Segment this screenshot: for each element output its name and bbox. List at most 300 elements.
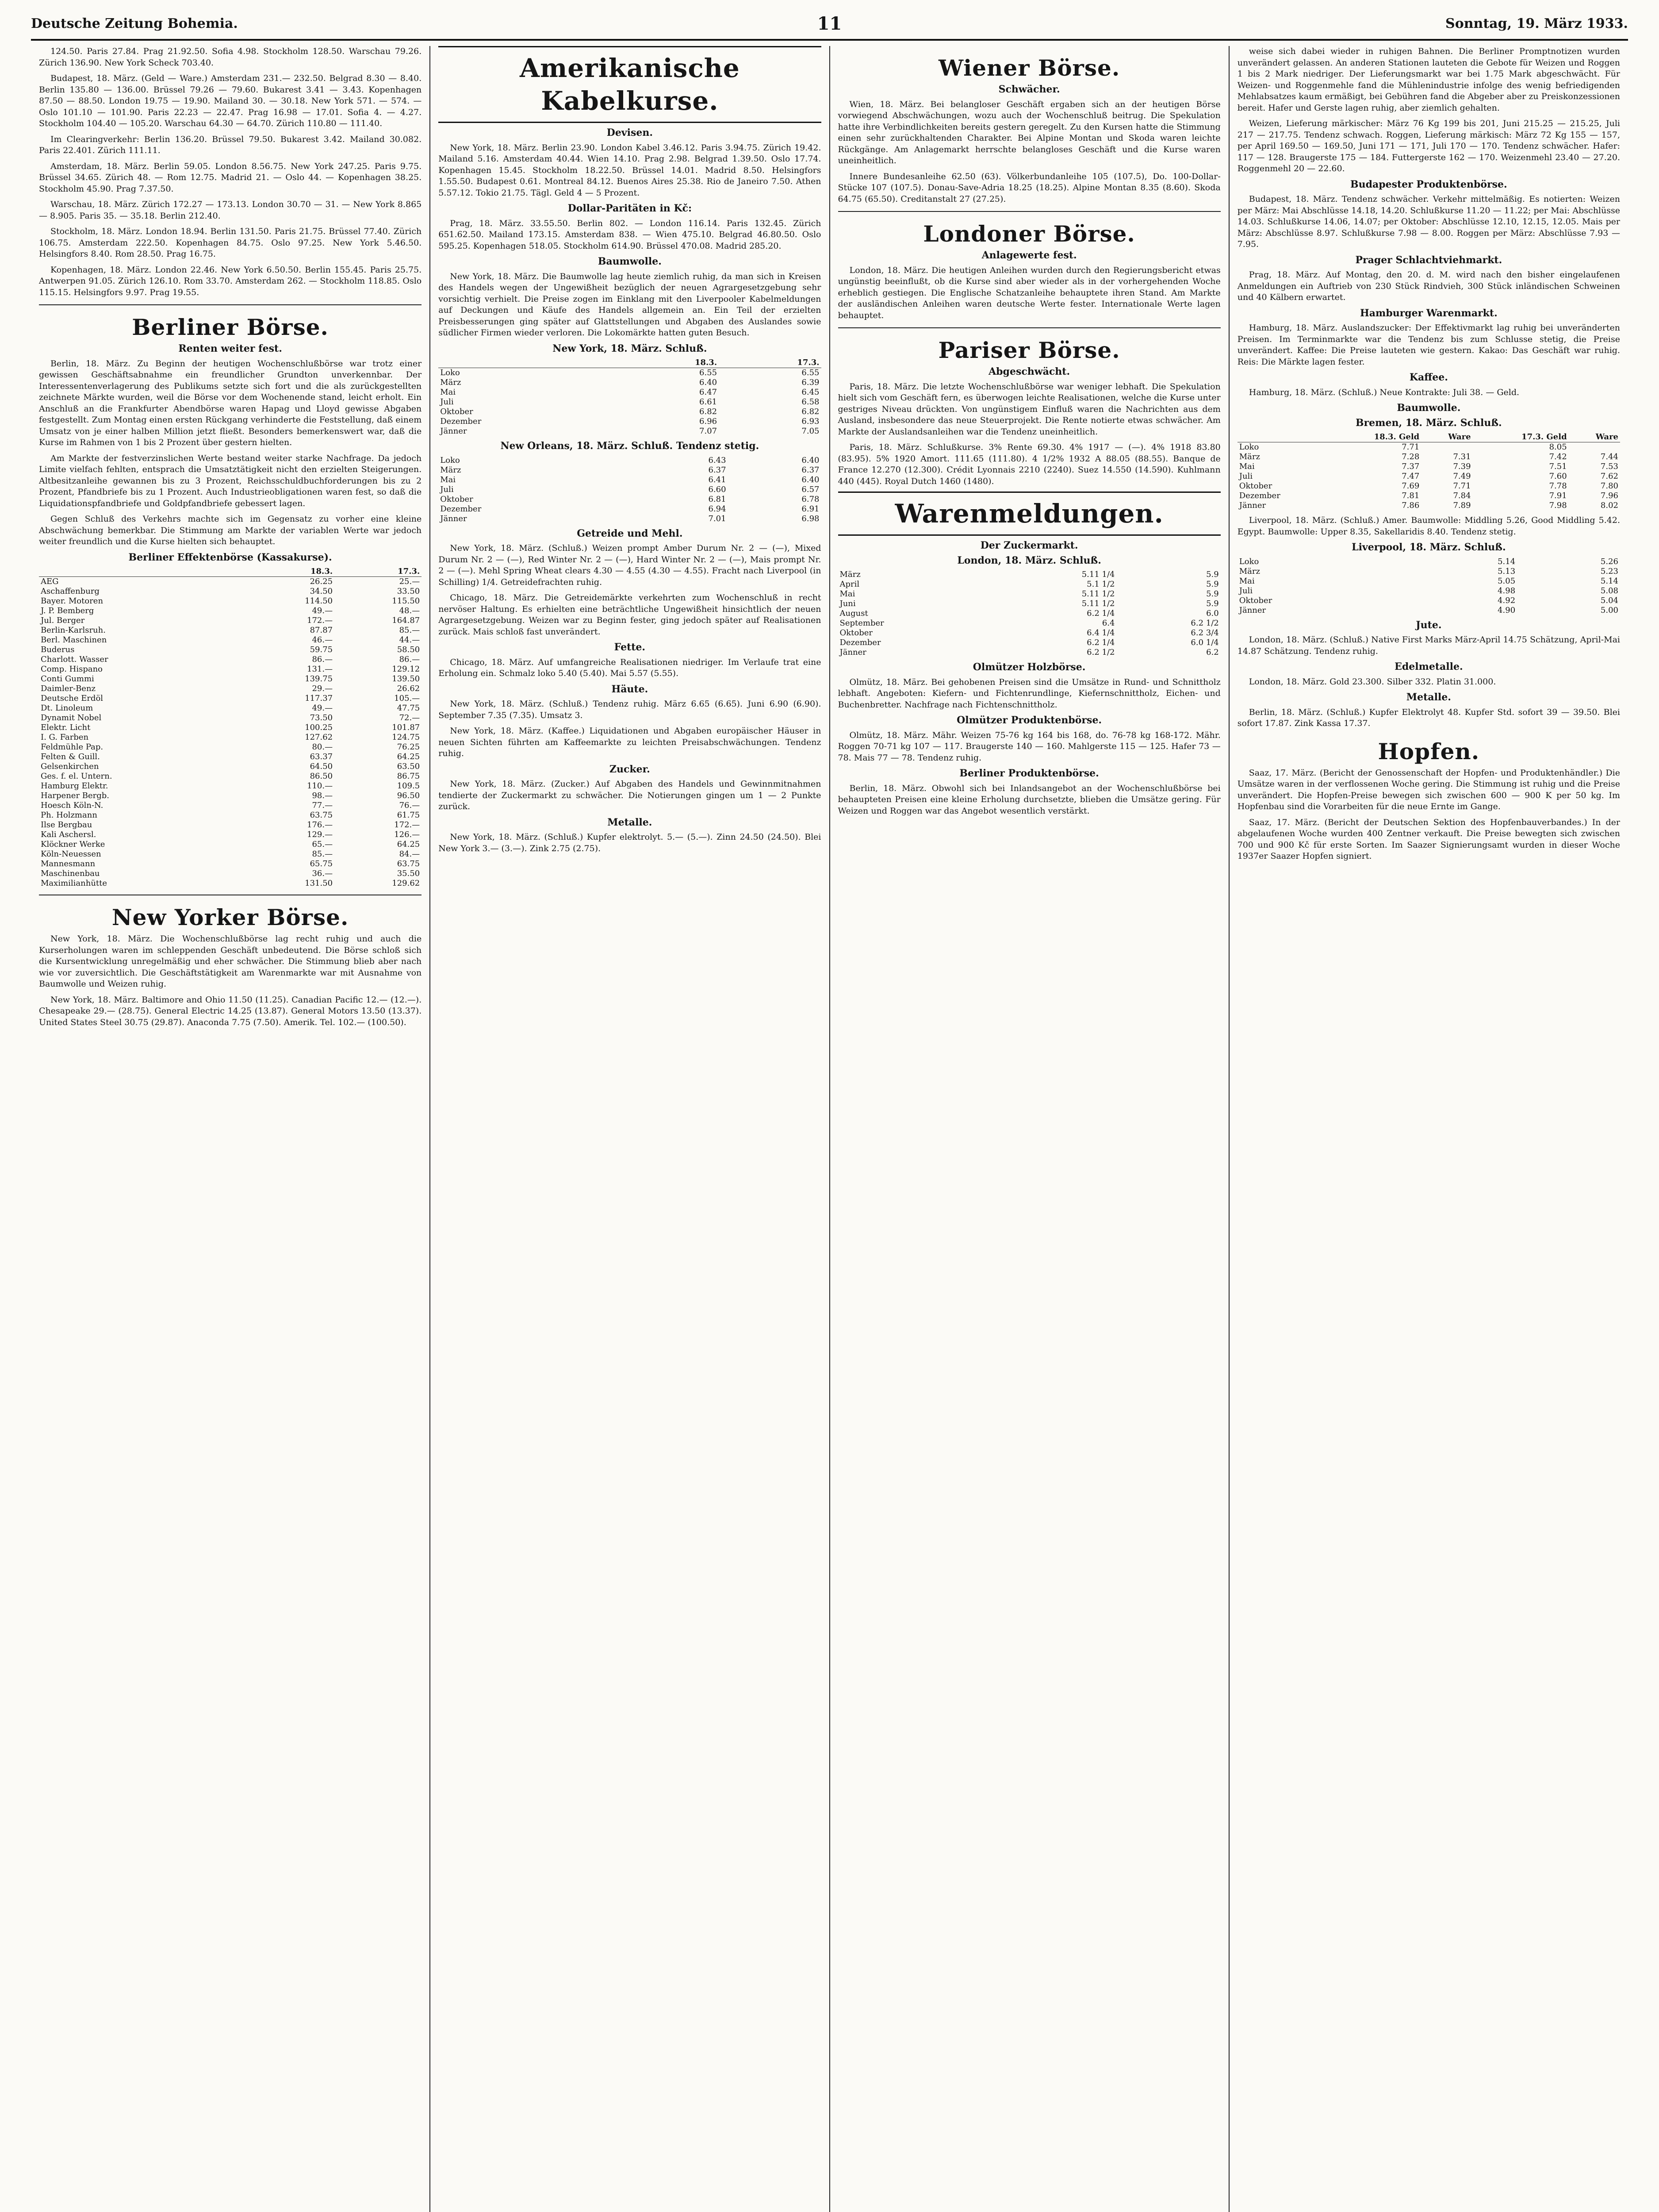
table-cell: Buderus	[41, 645, 75, 654]
table-cell: Mai	[440, 475, 456, 484]
table-row	[438, 397, 821, 407]
table-cell: 5.11 1/2	[1081, 599, 1115, 608]
table-cell: März	[440, 378, 461, 387]
section-subheading: Renten weiter fest.	[178, 343, 282, 354]
article-paragraph: New York, 18. März. Die Wochenschlußbörse lag recht ruhig und auch die Kurserholungen waren im schleppenden Geschäft unbedeutend. Die Börse schloß sich die Kursentwicklung unregelmäßig und eher schwächer. Die Stimmung blieb aber nach wie vor zuversichtlich. Die Geschäftstätigkeit am Warenmarkte war mit Ausnahme von Baumwolle und Weizen ruhig.	[39, 934, 422, 989]
table-cell: 6.41	[708, 475, 726, 484]
article-paragraph: New York, 18. März. (Schluß.) Tendenz ruhig. März 6.65 (6.65). Juni 6.90 (6.90). September 7.35 (7.35). Umsatz 3.	[438, 699, 821, 720]
table-cell: 7.07	[699, 426, 717, 436]
table-header-cell	[438, 358, 616, 368]
table-cell: 5.14	[1498, 557, 1516, 566]
table-cell: 6.40	[699, 378, 717, 387]
table-row	[39, 655, 421, 664]
table-cell: 86.—	[312, 655, 333, 664]
table-cell: Jänner	[1239, 501, 1266, 510]
table-heading: Liverpool, 18. März. Schluß.	[1352, 541, 1506, 553]
table-row	[1238, 452, 1620, 462]
newspaper-columns	[31, 46, 1628, 2212]
table-row	[39, 577, 421, 587]
table-cell: 5.26	[1600, 557, 1618, 566]
table-cell: Feldmühle Pap.	[41, 742, 103, 752]
table-cell: 86.75	[397, 772, 420, 781]
table-row	[1238, 481, 1620, 491]
table-heading-effektenboerse: Berliner Effektenbörse (Kassakurse).	[128, 551, 332, 563]
table-row	[838, 570, 1221, 580]
table-row	[39, 879, 421, 888]
table-cell: 129.—	[307, 830, 333, 839]
table-cell: 7.28	[1402, 452, 1420, 461]
article-paragraph: Weizen, Lieferung märkischer: März 76 Kg 199 bis 201, Juni 215.25 — 215.25, Juli 217 — 217.75. Tendenz schwach. Roggen, Lieferung märkisch: März 72 Kg 155 — 157, per April 169.50 — 169.50, Juni 171 — 171, Juli 170 — 170. Tendenz schwächer. Hafer: 117 — 128. Braugerste 175 — 184. Futtergerste 162 — 170. Weizenmehl 23.40 — 27.20. Roggenmehl 20 — 22.60.	[1237, 119, 1620, 173]
table-cell: 127.62	[305, 733, 333, 742]
table-cell: 80.—	[312, 742, 333, 752]
section-subheading: Berliner Produktenbörse.	[959, 768, 1099, 779]
table-cell: 26.62	[397, 684, 420, 693]
table-cell: 76.25	[397, 742, 420, 752]
table-cell: 73.50	[310, 713, 333, 722]
section-subheading: Jute.	[1416, 619, 1442, 631]
table-cell: 6.37	[708, 465, 726, 475]
table-cell: 7.53	[1600, 462, 1618, 471]
section-heading-pariser-boerse: Pariser Börse.	[938, 337, 1120, 363]
article-paragraph: Saaz, 17. März. (Bericht der Deutschen Sektion des Hopfenbauverbandes.) In der abgelaufenen Woche wurden 400 Zentner verkauft. Die Preise bewegten sich zwischen 700 und 900 Kč für erste Sorten. Im Saazer Signierungsamt wurden in dieser Woche 1937er Saazer Hopfen signiert.	[1237, 817, 1620, 861]
table-cell: 63.75	[310, 810, 333, 820]
table-cell: Elektr. Licht	[41, 723, 91, 732]
table-cell: 7.37	[1402, 462, 1420, 471]
column-4	[1230, 46, 1628, 2212]
table-cell: 5.9	[1206, 589, 1219, 599]
table-cell: 6.82	[699, 407, 717, 416]
table-cell: Oktober	[1239, 481, 1272, 491]
table-cell: 5.11 1/2	[1081, 589, 1115, 599]
table-cell: 172.—	[307, 616, 333, 625]
table-cell: 7.78	[1549, 481, 1567, 491]
table-cell: 85.—	[399, 626, 420, 635]
article-paragraph: Prag, 18. März. Auf Montag, den 20. d. M. wird nach den bisher eingelaufenen Anmeldungen ein Auftrieb von 230 Stück Rindvieh, 300 Stück inländischen Schweinen und 40 Kälbern erwartet.	[1237, 270, 1620, 302]
table-cell: 72.—	[399, 713, 420, 722]
table-row	[39, 791, 421, 801]
article-paragraph: London, 18. März. (Schluß.) Native First Marks März-April 14.75 Schätzung, April-Mai 14.87 Schätzung. Tendenz ruhig.	[1237, 635, 1620, 656]
table-cell: Jänner	[440, 514, 467, 523]
table-cell: 6.96	[699, 417, 717, 426]
section-subheading: Olmützer Holzbörse.	[973, 661, 1086, 673]
section-subheading: Zucker.	[609, 763, 650, 775]
article-paragraph: weise sich dabei wieder in ruhigen Bahnen. Die Berliner Promptnotizen wurden unverändert gelassen. An anderen Stationen lauteten die Gebote für Weizen und Roggen 1 bis 2 Mark niedriger. Der Lieferungsmarkt war bei 1.75 Mark abgeschwächt. Für Weizen- und Roggenmehle fand die Mühlenindustrie infolge des wenig befriedigenden Mehlabsatzes kaum ermäßigt, bei Gebühren fand die Abgeber aber zu Preiskonzessionen bereit. Hafer und Gerste lagen ruhig, aber ziemlich gehalten.	[1237, 46, 1620, 113]
table-cell: 7.89	[1453, 501, 1471, 510]
table-cell: 131.—	[307, 664, 333, 674]
table-cell: 6.2 1/2	[1191, 618, 1219, 628]
table-row	[438, 378, 821, 388]
table-row	[39, 626, 421, 635]
section-subheading: Dollar-Paritäten in Kč:	[567, 203, 692, 214]
table-header-cell	[39, 567, 247, 577]
table-heading: Bremen, 18. März. Schluß.	[1356, 417, 1502, 429]
table-cell: 59.75	[310, 645, 333, 654]
table-cell: 126.—	[394, 830, 420, 839]
table-header-cell: Ware	[1421, 432, 1472, 442]
currency-report-stockholm: Stockholm, 18. März. London 18.94. Berlin 131.50. Paris 21.75. Brüssel 77.40. Zürich 106.75. Amsterdam 222.50. Kopenhagen 84.75. Oslo 97.25. New York 5.46.50. Helsingfors 8.40. Rom 28.50. Prag 16.75.	[39, 227, 422, 259]
table-cell: 86.50	[310, 772, 333, 781]
table-cell: Mannesmann	[41, 859, 96, 868]
table-header-cell: 17.3.	[334, 567, 421, 577]
table-cell: 5.00	[1600, 605, 1618, 615]
table-cell: 61.75	[397, 810, 420, 820]
table-header-cell: 18.3. Geld	[1325, 432, 1421, 442]
table-cell: 7.71	[1453, 481, 1471, 491]
table-cell: Conti Gummi	[41, 674, 94, 684]
table-cell: Juli	[1239, 586, 1253, 595]
table-cell: Jänner	[1239, 605, 1266, 615]
article-paragraph: London, 18. März. Gold 23.300. Silber 332. Platin 31.000.	[1249, 676, 1496, 687]
table-cell: 86.—	[399, 655, 420, 664]
table-row	[39, 703, 421, 713]
currency-report-budapest: Budapest, 18. März. (Geld — Ware.) Amsterdam 231.— 232.50. Belgrad 8.30 — 8.40. Berlin 135.80 — 136.00. Brüssel 79.26 — 79.60. Bukarest 3.41 — 3.43. Kopenhagen 87.50 — 88.50. London 19.75 — 19.90. Mailand 30. — 30.18. New York 571. — 574. — Oslo 101.10 — 101.90. Paris 22.23 — 22.47. Prag 16.98 — 17.01. Sofia 4. — 4.27. Stockholm 104.40 — 105.20. Warschau 64.30 — 64.70. Zürich 110.80 — 111.40.	[39, 73, 422, 128]
table-cell: 6.4 1/4	[1087, 628, 1115, 637]
currency-report-kopenhagen: Kopenhagen, 18. März. London 22.46. New York 6.50.50. Berlin 155.45. Paris 25.75. Antwerpen 91.05. Zürich 126.10. Rom 33.70. Amsterdam 262. — Stockholm 118.85. Oslo 115.15. Helsingfors 9.97. Prag 19.55.	[39, 265, 422, 297]
table-cell: 47.75	[397, 703, 420, 713]
table-header-row	[39, 567, 421, 577]
table-body	[438, 456, 821, 524]
table-cell: 7.80	[1600, 481, 1618, 491]
table-cell: Aschaffenburg	[41, 587, 100, 596]
column-3	[830, 46, 1230, 2212]
table-row	[438, 514, 821, 524]
table-body	[1238, 442, 1620, 511]
section-heading-wiener-boerse: Wiener Börse.	[938, 55, 1120, 81]
table-cell: August	[839, 609, 868, 618]
table-row	[838, 638, 1221, 648]
table-cell: 6.40	[801, 455, 820, 465]
table-row	[838, 580, 1221, 589]
cotton-table-new-york	[438, 358, 821, 436]
table-cell: Köln-Neuessen	[41, 849, 101, 859]
table-cell: Felten & Guill.	[41, 752, 100, 761]
table-cell: 6.0 1/4	[1191, 638, 1219, 647]
table-cell: 6.58	[801, 397, 820, 407]
table-row	[438, 417, 821, 426]
table-cell: 7.86	[1402, 501, 1420, 510]
table-header-row	[438, 358, 821, 368]
section-subheading: Olmützer Produktenbörse.	[957, 714, 1102, 726]
section-subheading: Devisen.	[606, 127, 653, 138]
article-paragraph: New York, 18. März. (Kaffee.) Liquidationen und Abgaben europäischer Häuser in neuen Sichten führten am Kaffeemarkte zu leichten Preisabschwächungen. Tendenz ruhig.	[438, 726, 821, 758]
table-row	[838, 628, 1221, 638]
table-cell: 6.78	[801, 494, 820, 504]
table-cell: 7.01	[708, 514, 726, 523]
article-paragraph: Hamburg, 18. März. Auslandszucker: Der Effektivmarkt lag ruhig bei unveränderten Preisen. Im Terminmarkte war die Tendenz bis zum Schlusse stetig, die Preise unverändert. Kaffee: Die Preise lauteten wie gestern. Kakao: Das Geschäft war ruhig. Reis: Die Märkte lagen fester.	[1237, 323, 1620, 367]
table-cell: 5.05	[1498, 576, 1516, 586]
table-cell: 164.87	[392, 616, 420, 625]
table-row	[39, 645, 421, 655]
table-cell: Charlott. Wasser	[41, 655, 108, 664]
table-row	[438, 407, 821, 417]
table-row	[39, 694, 421, 703]
table-cell	[1421, 442, 1472, 453]
table-heading: New Orleans, 18. März. Schluß. Tendenz stetig.	[500, 440, 759, 452]
table-cell: Comp. Hispano	[41, 664, 103, 674]
table-cell: Ges. f. el. Untern.	[41, 772, 112, 781]
article-paragraph: New York, 18. März. (Schluß.) Weizen prompt Amber Durum Nr. 2 — (—), Mixed Durum Nr. 2 — (—), Red Winter Nr. 2 — (—), Hard Winter Nr. 2 — (—), Mais prompt Nr. 2 — (—). Mehl Spring Wheat clears 4.30 — 4.55 (4.30 — 4.55). Fracht nach Liverpool (in Schilling) 1/4. Getreidefrachten ruhig.	[438, 543, 821, 587]
table-heading: New York, 18. März. Schluß.	[552, 342, 707, 354]
table-row	[838, 648, 1221, 657]
table-cell: 7.42	[1549, 452, 1567, 461]
table-cell: 6.55	[801, 368, 820, 377]
table-header-row	[1238, 432, 1620, 442]
article-paragraph: Am Markte der festverzinslichen Werte bestand weiter starke Nachfrage. Da jedoch Limite vielfach fehlten, entsprach die Umsatztätigkeit nicht den erzielten Steigerungen. Altbesitzanleihe gewannen bis zu 3 Prozent, Reichsschuldbuchforderungen bis zu 2 Prozent, Pfandbriefe bis zu 1 Prozent. Auch Industrieobligationen waren fest, so daß die Liquidationspfandbriefe und Goldpfandbriefe gebessert lagen.	[39, 453, 422, 508]
table-cell: 85.—	[312, 849, 333, 859]
masthead	[31, 12, 1628, 41]
table-cell: 8.02	[1600, 501, 1618, 510]
table-row	[39, 684, 421, 694]
section-subheading: Abgeschwächt.	[989, 366, 1070, 377]
table-cell: Oktober	[839, 628, 873, 637]
table-cell: 6.81	[708, 494, 726, 504]
table-cell: 7.44	[1600, 452, 1618, 461]
divider	[39, 304, 421, 305]
table-cell: 5.13	[1498, 566, 1516, 576]
table-cell: 96.50	[397, 791, 420, 800]
article-paragraph: Prag, 18. März. 33.55.50. Berlin 802. — London 116.14. Paris 132.45. Zürich 651.62.50. Mailand 173.15. Amsterdam 838. — Wien 475.10. Belgrad 46.80.50. Oslo 595.25. Kopenhagen 518.05. Stockholm 614.90. Brüssel 470.08. Madrid 285.20.	[438, 218, 821, 251]
table-cell: Jul. Berger	[41, 616, 85, 625]
cotton-table-liverpool	[1238, 557, 1620, 615]
article-paragraph: Berlin, 18. März. Zu Beginn der heutigen Wochenschlußbörse war trotz einer gewissen Geschäftsabnahme ein freundlicher Grundton unverkennbar. Der Interessentenverlagerung des Publikums setzte sich fort und die als zurückgestellten zeichnete Märkte wurden, weil die Börse vor dem Wochenende stand, leicht erholt. Ein Anschluß an die Frankfurter Abendbörse waren Hapag und Lloyd gewisse Abgaben festgestellt. Zum Montag einen ersten Rückgang verhinderte die Feststellung, daß einem Umsatz von je einer halben Million jetzt fließt. Besonders bemerkenswert war, daß die Kurse im Rahmen von 1 bis 2 Prozent über gestern hielten.	[39, 358, 422, 447]
table-row	[838, 609, 1221, 618]
table-cell: 114.50	[305, 596, 333, 606]
table-row	[39, 587, 421, 596]
table-row	[438, 388, 821, 397]
table-cell: 129.12	[392, 664, 420, 674]
table-cell: 105.—	[394, 694, 420, 703]
table-cell: Ph. Holzmann	[41, 810, 97, 820]
page-number: 11	[817, 13, 842, 34]
table-cell: März	[1239, 566, 1260, 576]
table-cell: 77.—	[312, 801, 333, 810]
table-row	[39, 616, 421, 626]
article-paragraph: Gegen Schluß des Verkehrs machte sich im Gegensatz zu vorher eine kleine Abschwächung bemerkbar. Die Stimmung am Markte der variablen Werte war jedoch weiter freundlich und die Kurse hielten sich behauptet.	[39, 514, 422, 546]
table-row	[39, 840, 421, 849]
divider	[838, 211, 1221, 212]
column-2	[430, 46, 830, 2212]
table-cell: J. P. Bemberg	[41, 606, 94, 615]
table-cell: 6.4	[1102, 618, 1115, 628]
article-paragraph: New York, 18. März. (Schluß.) Kupfer elektrolyt. 5.— (5.—). Zinn 24.50 (24.50). Blei New York 3.— (3.—). Zink 2.75 (2.75).	[438, 832, 821, 853]
table-cell: 6.94	[708, 504, 726, 514]
table-cell: Berlin-Karlsruh.	[41, 626, 106, 635]
table-header-cell: 17.3. Geld	[1473, 432, 1569, 442]
table-cell: 49.—	[312, 703, 333, 713]
article-paragraph: Liverpool, 18. März. (Schluß.) Amer. Baumwolle: Middling 5.26, Good Middling 5.42. Egypt. Baumwolle: Upper 8.35, Sakellaridis 8.40. Tendenz stetig.	[1237, 515, 1620, 537]
cotton-table-bremen	[1238, 432, 1620, 511]
table-cell: 6.43	[708, 455, 726, 465]
section-subheading: Hamburger Warenmarkt.	[1360, 307, 1498, 319]
section-heading-londoner-boerse: Londoner Börse.	[923, 221, 1135, 247]
table-row	[1238, 606, 1620, 615]
article-paragraph: Innere Bundesanleihe 62.50 (63). Völkerbundanleihe 105 (107.5), Do. 100-Dollar-Stücke 107 (107.5). Donau-Save-Adria 18.25 (18.25). Alpine Montan 8.35 (8.60). Skoda 64.75 (65.50). Creditanstalt 27 (27.25).	[838, 171, 1221, 204]
table-cell: 7.62	[1600, 472, 1618, 481]
table-cell: 6.98	[801, 514, 820, 523]
table-cell: 6.82	[801, 407, 820, 416]
table-cell: 98.—	[312, 791, 333, 800]
table-row	[39, 674, 421, 684]
table-cell: 7.47	[1402, 472, 1420, 481]
issue-date: Sonntag, 19. März 1933.	[1445, 16, 1628, 31]
article-paragraph: Wien, 18. März. Bei belangloser Geschäft ergaben sich an der heutigen Börse vorwiegend Abschwächungen, wozu auch der Wochenschluß beitrug. Die Spekulation hatte ihre Verbindlichkeiten bereits gestern geregelt. Zu den Kursen hatte die Stimmung einen sehr zurückhaltenden Charakter. Bei Alpine Montan und Skoda waren leichte Rückgänge. Am Anlagemarkt herrschte belangloses Geschäft und die Kurse waren uneinheitlich.	[838, 99, 1221, 165]
table-cell: 84.—	[399, 849, 420, 859]
table-cell: 109.5	[397, 781, 420, 791]
table-cell: 7.60	[1549, 472, 1567, 481]
table-cell: März	[1239, 452, 1260, 461]
article-paragraph: Saaz, 17. März. (Bericht der Genossenschaft der Hopfen- und Produktenhändler.) Die Umsätze waren in der verflossenen Woche gering. Die Stimmung ist ruhig und die Preise unverändert. Die Hopfen-Preise bewegen sich zwischen 600 — 900 K per 50 kg. Im Hopfenbau sind die Vorarbeiten für die neue Ernte im Gange.	[1237, 768, 1620, 811]
table-cell: 5.14	[1600, 576, 1618, 586]
table-cell: Dezember	[440, 417, 482, 426]
table-cell: 124.75	[392, 733, 420, 742]
table-cell: 64.25	[397, 752, 420, 761]
table-cell: 33.50	[397, 587, 420, 596]
section-subheading: Budapester Produktenbörse.	[1350, 178, 1507, 190]
table-cell: 7.71	[1402, 442, 1420, 452]
table-row	[39, 849, 421, 859]
table-row	[438, 495, 821, 504]
article-paragraph: Berlin, 18. März. Obwohl sich bei Inlandsangebot an der Wochenschlußbörse bei behaupteten Preisen eine kleine Erholung durchsetzte, blieben die Umsätze gering. Für Weizen und Roggen war das Angebot wesentlich verstärkt.	[838, 783, 1221, 816]
section-subheading: Fette.	[614, 641, 646, 653]
table-header-cell	[1238, 432, 1325, 442]
table-row	[39, 810, 421, 820]
table-cell: 63.50	[397, 762, 420, 771]
article-paragraph: Paris, 18. März. Die letzte Wochenschlußbörse war weniger lebhaft. Die Spekulation hielt sich vom Geschäft fern, es überwogen leichte Realisationen, welche die Kurse unter gestriges Niveau drückten. Von ungünstigem Einfluß waren die Nachrichten aus dem Ausland, insbesondere das neue Steuerprojekt. Die Rente notierte etwas schwächer. Am Markte der Auslandsanleihen war die Tendenz uneinheitlich.	[838, 381, 1221, 437]
table-cell: 7.39	[1453, 462, 1471, 471]
table-row	[39, 635, 421, 645]
table-cell: September	[839, 618, 884, 628]
table-row	[1238, 462, 1620, 472]
table-row	[39, 830, 421, 840]
article-paragraph: New York, 18. März. Berlin 23.90. London Kabel 3.46.12. Paris 3.94.75. Zürich 19.42. Mailand 5.16. Amsterdam 40.44. Wien 14.10. Prag 2.98. Belgrad 1.39.50. Oslo 17.74. Kopenhagen 15.45. Stockholm 18.22.50. Brüssel 14.01. Madrid 8.50. Helsingfors 1.55.50. Budapest 0.61. Montreal 84.12. Buenos Aires 25.38. Rio de Janeiro 7.50. Athen 5.57.12. Tokio 21.75. Tägl. Geld 4 — 5 Prozent.	[438, 142, 821, 198]
table-cell: 48.—	[399, 606, 420, 615]
table-row	[438, 465, 821, 475]
table-row	[1238, 596, 1620, 606]
table-body	[438, 368, 821, 437]
stock-table	[39, 567, 421, 888]
table-cell: 65.—	[312, 840, 333, 849]
table-cell: 7.98	[1549, 501, 1567, 510]
table-row	[39, 762, 421, 772]
table-row	[1238, 567, 1620, 576]
table-cell: 6.2 1/4	[1087, 609, 1115, 618]
section-heading-hopfen: Hopfen.	[1378, 738, 1480, 764]
cotton-table-new-orleans	[438, 456, 821, 524]
table-cell: 7.91	[1549, 491, 1567, 500]
table-cell: 7.49	[1453, 472, 1471, 481]
table-cell: 6.91	[801, 504, 820, 514]
table-cell: 7.81	[1402, 491, 1420, 500]
section-subheading: Der Zuckermarkt.	[980, 540, 1078, 551]
table-cell: 6.57	[801, 484, 820, 494]
table-row	[438, 504, 821, 514]
table-row	[39, 781, 421, 791]
table-cell: Deutsche Erdöl	[41, 694, 103, 703]
table-cell: Gelsenkirchen	[41, 762, 99, 771]
table-cell: 36.—	[312, 869, 333, 878]
table-cell: 64.50	[310, 762, 333, 771]
table-cell: 44.—	[399, 635, 420, 645]
currency-report-warschau: Warschau, 18. März. Zürich 172.27 — 173.13. London 30.70 — 31. — New York 8.865 — 8.905. Paris 35. — 35.18. Berlin 212.40.	[39, 200, 422, 221]
table-cell: 26.25	[310, 577, 333, 586]
section-subheading: Getreide und Mehl.	[577, 527, 683, 539]
table-row	[39, 869, 421, 879]
table-cell: Loko	[1239, 442, 1259, 452]
table-cell: 49.—	[312, 606, 333, 615]
table-cell: 6.39	[801, 378, 820, 387]
table-heading: London, 18. März. Schluß.	[957, 554, 1101, 566]
table-cell: Maximilianhütte	[41, 879, 107, 888]
table-cell: Hoesch Köln-N.	[41, 801, 103, 810]
table-row	[39, 713, 421, 723]
table-cell: Harpener Bergb.	[41, 791, 110, 800]
table-cell: 64.25	[397, 840, 420, 849]
table-cell: Berl. Maschinen	[41, 635, 107, 645]
table-cell: 7.96	[1600, 491, 1618, 500]
table-cell: 5.9	[1206, 580, 1219, 589]
table-cell: 63.75	[397, 859, 420, 868]
table-cell: Mai	[440, 388, 456, 397]
table-cell: 6.2 1/4	[1087, 638, 1115, 647]
table-cell: 100.25	[305, 723, 333, 732]
table-header-cell: 18.3.	[247, 567, 334, 577]
table-row	[39, 859, 421, 869]
table-cell: 139.75	[305, 674, 333, 684]
table-cell: Dezember	[1239, 491, 1280, 500]
table-cell: Jänner	[839, 648, 866, 657]
table-cell: 7.05	[801, 426, 820, 436]
table-cell: 6.93	[801, 417, 820, 426]
article-paragraph: London, 18. März. Die heutigen Anleihen wurden durch den Regierungsbericht etwas ungünstig beeinflußt, ob die Kurse sind aber wieder als in der vorhergehenden Woche erheblich gestiegen. Die Englische Schatzanleihe behauptete ihren Stand. Am Markte der ausländischen Anleihen waren deutsche Werte fester. Internationale Werte lagen behauptet.	[838, 265, 1221, 320]
table-row	[1238, 472, 1620, 481]
table-cell: Loko	[440, 455, 460, 465]
table-cell: 63.37	[310, 752, 333, 761]
table-cell: 5.9	[1206, 599, 1219, 608]
table-cell: 6.61	[699, 397, 717, 407]
table-cell: 6.0	[1206, 609, 1219, 618]
table-cell: 7.84	[1453, 491, 1471, 500]
section-heading-kabelkurse: Amerikanische Kabelkurse.	[438, 46, 821, 123]
section-subheading: Häute.	[611, 683, 648, 695]
table-cell: Mai	[1239, 576, 1255, 586]
section-heading-berliner-boerse: Berliner Börse.	[132, 314, 329, 340]
article-paragraph: Olmütz, 18. März. Bei gehobenen Preisen sind die Umsätze in Rund- und Schnittholz lebhaft. Angeboten: Kiefern- und Fichtenrundlinge, Kiefernschnittholz, Eichen- und Buchenbretter. Nachfrage nach Fichtenschnittholz.	[838, 677, 1221, 710]
table-row	[1238, 586, 1620, 596]
table-cell: 5.04	[1600, 595, 1618, 605]
table-row	[39, 733, 421, 742]
table-row	[1238, 576, 1620, 586]
table-cell: Oktober	[440, 407, 473, 416]
table-cell: 117.37	[305, 694, 333, 703]
table-cell: 46.—	[312, 635, 333, 645]
table-cell: Juli	[440, 397, 454, 407]
table-cell: 8.05	[1549, 442, 1567, 452]
newspaper-name: Deutsche Zeitung Bohemia.	[31, 16, 238, 31]
table-cell: 6.2 1/2	[1087, 648, 1115, 657]
table-cell: 6.55	[699, 368, 717, 377]
table-row	[438, 475, 821, 485]
table-cell: 4.92	[1498, 595, 1516, 605]
table-cell: Daimler-Benz	[41, 684, 96, 693]
table-row	[438, 456, 821, 465]
table-row	[39, 752, 421, 762]
table-cell: 6.45	[801, 388, 820, 397]
table-cell: 131.50	[305, 879, 333, 888]
table-cell: 6.2 3/4	[1191, 628, 1219, 637]
table-row	[838, 618, 1221, 628]
table-cell: Maschinenbau	[41, 869, 100, 878]
table-row	[438, 485, 821, 495]
